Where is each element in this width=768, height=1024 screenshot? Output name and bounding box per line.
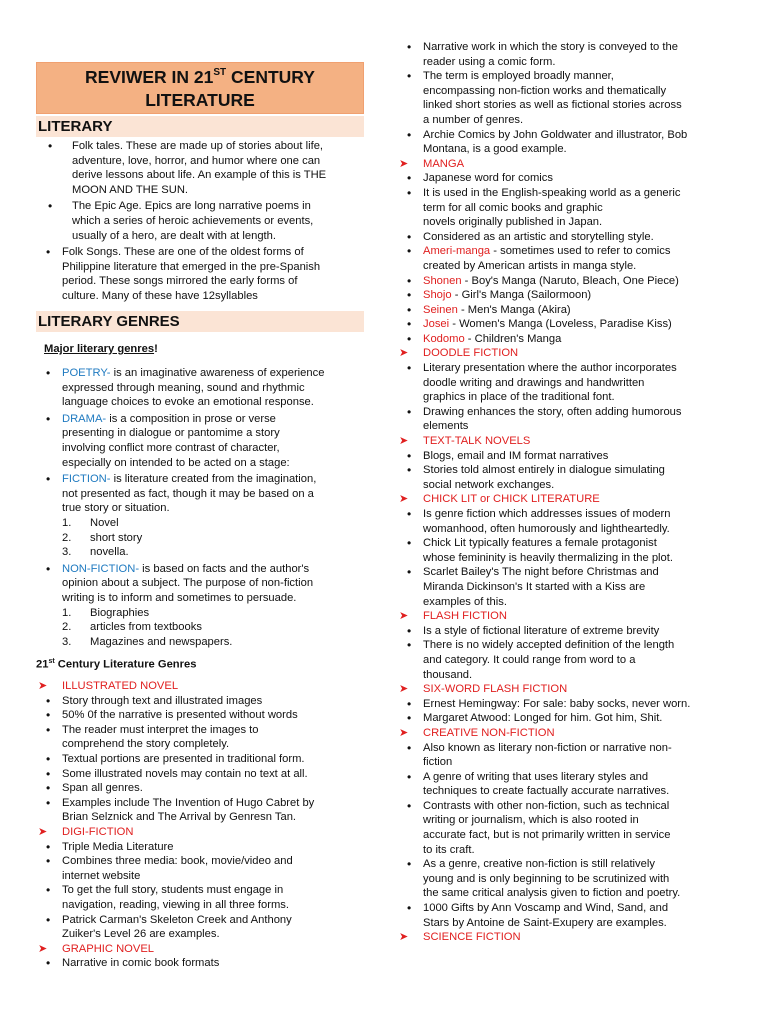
list-item-drama: • DRAMA- is a composition in prose or verse presenting in dialogue or pantomime a story involving conflict more contrast of character, especially on intended to be acted on a stage: xyxy=(36,412,364,470)
list-item: • Is genre fiction which addresses issues of modern womanhood, often humorously and lightheartedly. xyxy=(397,507,723,536)
list-item: • Examples include The Invention of Hugo Cabret by Brian Selznick and The Arrival by Genresn Tan. xyxy=(36,796,364,825)
list-item: • Stories told almost entirely in dialogue simulating social network exchanges. xyxy=(397,463,723,492)
list-item: • There is no widely accepted definition of the length and category. It could range from word to a thousand. xyxy=(397,638,723,682)
list-item: • Shojo - Girl's Manga (Sailormoon) xyxy=(397,288,723,303)
list-item: • Ameri-manga - sometimes used to refer to comics created by American artists in manga style. xyxy=(397,244,723,273)
list-item: • Story through text and illustrated images xyxy=(36,694,364,709)
century-genres-heading: 21st Century Literature Genres xyxy=(36,658,197,671)
list-item: • Narrative in comic book formats xyxy=(36,956,364,971)
list-item-poetry: • POETRY- is an imaginative awareness of experience expressed through meaning, sound and rhythmic language choices to evoke an emotional response. xyxy=(36,366,364,410)
list-item: • Archie Comics by John Goldwater and illustrator, Bob Montana, is a good example. xyxy=(397,128,723,157)
list-item: • Shonen - Boy's Manga (Naruto, Bleach, One Piece) xyxy=(397,274,723,289)
genre-heading: ➤ DIGI-FICTION xyxy=(36,825,364,840)
list-item: • The Epic Age. Epics are long narrative poems in which a series of heroic achievements or events, usually of a hero, are dealt with at length. xyxy=(36,199,364,243)
list-item: • Triple Media Literature xyxy=(36,840,364,855)
list-item: • Literary presentation where the author incorporates doodle writing and drawings and handwritten graphics in place of the traditional font. xyxy=(397,361,723,405)
century-genres-list xyxy=(36,679,364,971)
genre-heading: ➤ ILLUSTRATED NOVEL xyxy=(36,679,364,694)
list-item: • Narrative work in which the story is conveyed to the reader using a comic form. xyxy=(397,40,723,69)
list-item: • Japanese word for comics xyxy=(397,171,723,186)
list-item-non-fiction: • NON-FICTION- is based on facts and the author's opinion about a subject. The purpose of non-fiction writing is to inform and sometimes to persuade. xyxy=(36,562,364,606)
list-item: • Patrick Carman's Skeleton Creek and Anthony Zuiker's Level 26 are examples. xyxy=(36,913,364,942)
numbered-item: 1. Novel xyxy=(62,516,119,529)
genre-heading: ➤ GRAPHIC NOVEL xyxy=(36,942,364,957)
list-item: • Textual portions are presented in traditional form. xyxy=(36,752,364,767)
page-title: REVIWER IN 21ST CENTURY LITERATURE xyxy=(36,62,364,114)
list-item: • Kodomo - Children's Manga xyxy=(397,332,723,347)
genre-heading: ➤ TEXT-TALK NOVELS xyxy=(397,434,723,449)
genre-heading: ➤ CHICK LIT or CHICK LITERATURE xyxy=(397,492,723,507)
list-item: • A genre of writing that uses literary styles and techniques to create factually accurate narratives. xyxy=(397,770,723,799)
right-genres-list xyxy=(397,40,723,945)
list-item: • Folk Songs. These are one of the oldest forms of Philippine literature that emerged in the pre-Spanish period. These songs mirrored the early forms of culture. Many of these have 12syllables xyxy=(36,245,364,303)
list-item: • The reader must interpret the images to comprehend the story completely. xyxy=(36,723,364,752)
list-item: • Folk tales. These are made up of stories about life, adventure, love, horror, and humor where one can derive lessons about life. An example of this is THE MOON AND THE SUN. xyxy=(36,139,364,197)
list-item-fiction: • FICTION- is literature created from the imagination, not presented as fact, though it may be based on a true story or situation. xyxy=(36,472,364,516)
numbered-item: 1. Biographies xyxy=(62,606,150,619)
list-item: • Josei - Women's Manga (Loveless, Paradise Kiss) xyxy=(397,317,723,332)
numbered-item: 2. articles from textbooks xyxy=(62,621,202,634)
genre-heading: ➤ FLASH FICTION xyxy=(397,609,723,624)
numbered-item: 3. Magazines and newspapers. xyxy=(62,635,233,648)
list-item: • Combines three media: book, movie/video and internet website xyxy=(36,854,364,883)
literary-list xyxy=(36,139,364,304)
list-item: • Is a style of fictional literature of extreme brevity xyxy=(397,624,723,639)
list-item: • Seinen - Men's Manga (Akira) xyxy=(397,303,723,318)
list-item: • Margaret Atwood: Longed for him. Got him, Shit. xyxy=(397,711,723,726)
genres-list xyxy=(36,366,364,649)
list-item: • Some illustrated novels may contain no text at all. xyxy=(36,767,364,782)
list-item: • Ernest Hemingway: For sale: baby socks, never worn. xyxy=(397,697,723,712)
list-item: • Blogs, email and IM format narratives xyxy=(397,449,723,464)
list-item: • 50% 0f the narrative is presented without words xyxy=(36,708,364,723)
genre-heading: ➤ DOODLE FICTION xyxy=(397,346,723,361)
major-genres-label: Major literary genres! xyxy=(44,343,158,355)
numbered-item: 3. novella. xyxy=(62,546,129,559)
list-item: • Considered as an artistic and storytelling style. xyxy=(397,230,723,245)
section-heading-literary: LITERARY xyxy=(36,116,364,137)
genre-heading: ➤ SCIENCE FICTION xyxy=(397,930,723,945)
section-heading-literary-genres: LITERARY GENRES xyxy=(36,311,364,332)
genre-heading: ➤ SIX-WORD FLASH FICTION xyxy=(397,682,723,697)
list-item: • The term is employed broadly manner, encompassing non-fiction works and thematically linked short stories as well as fictional stories across a number of genres. xyxy=(397,69,723,127)
genre-heading: ➤ MANGA xyxy=(397,157,723,172)
numbered-item: 2. short story xyxy=(62,531,143,544)
list-item: • 1000 Gifts by Ann Voscamp and Wind, Sand, and Stars by Antoine de Saint-Exupery are examples. xyxy=(397,901,723,930)
list-item: • Also known as literary non-fiction or narrative non- fiction xyxy=(397,741,723,770)
list-item: • It is used in the English-speaking world as a generic term for all comic books and graphic novels originally published in Japan. xyxy=(397,186,723,230)
list-item: • As a genre, creative non-fiction is still relatively young and is only beginning to be scrutinized with the same critical analysis given to fiction and poetry. xyxy=(397,857,723,901)
list-item: • To get the full story, students must engage in navigation, reading, viewing in all three forms. xyxy=(36,883,364,912)
genre-heading: ➤ CREATIVE NON-FICTION xyxy=(397,726,723,741)
list-item: • Scarlet Bailey's The night before Christmas and Miranda Dickinson's It started with a Kiss are examples of this. xyxy=(397,565,723,609)
list-item: • Drawing enhances the story, often adding humorous elements xyxy=(397,405,723,434)
list-item: • Span all genres. xyxy=(36,781,364,796)
list-item: • Contrasts with other non-fiction, such as technical writing or journalism, which is also rooted in accurate fact, but is not primarily written in service to its craft. xyxy=(397,799,723,857)
list-item: • Chick Lit typically features a female protagonist whose femininity is heavily thermalizing in the plot. xyxy=(397,536,723,565)
